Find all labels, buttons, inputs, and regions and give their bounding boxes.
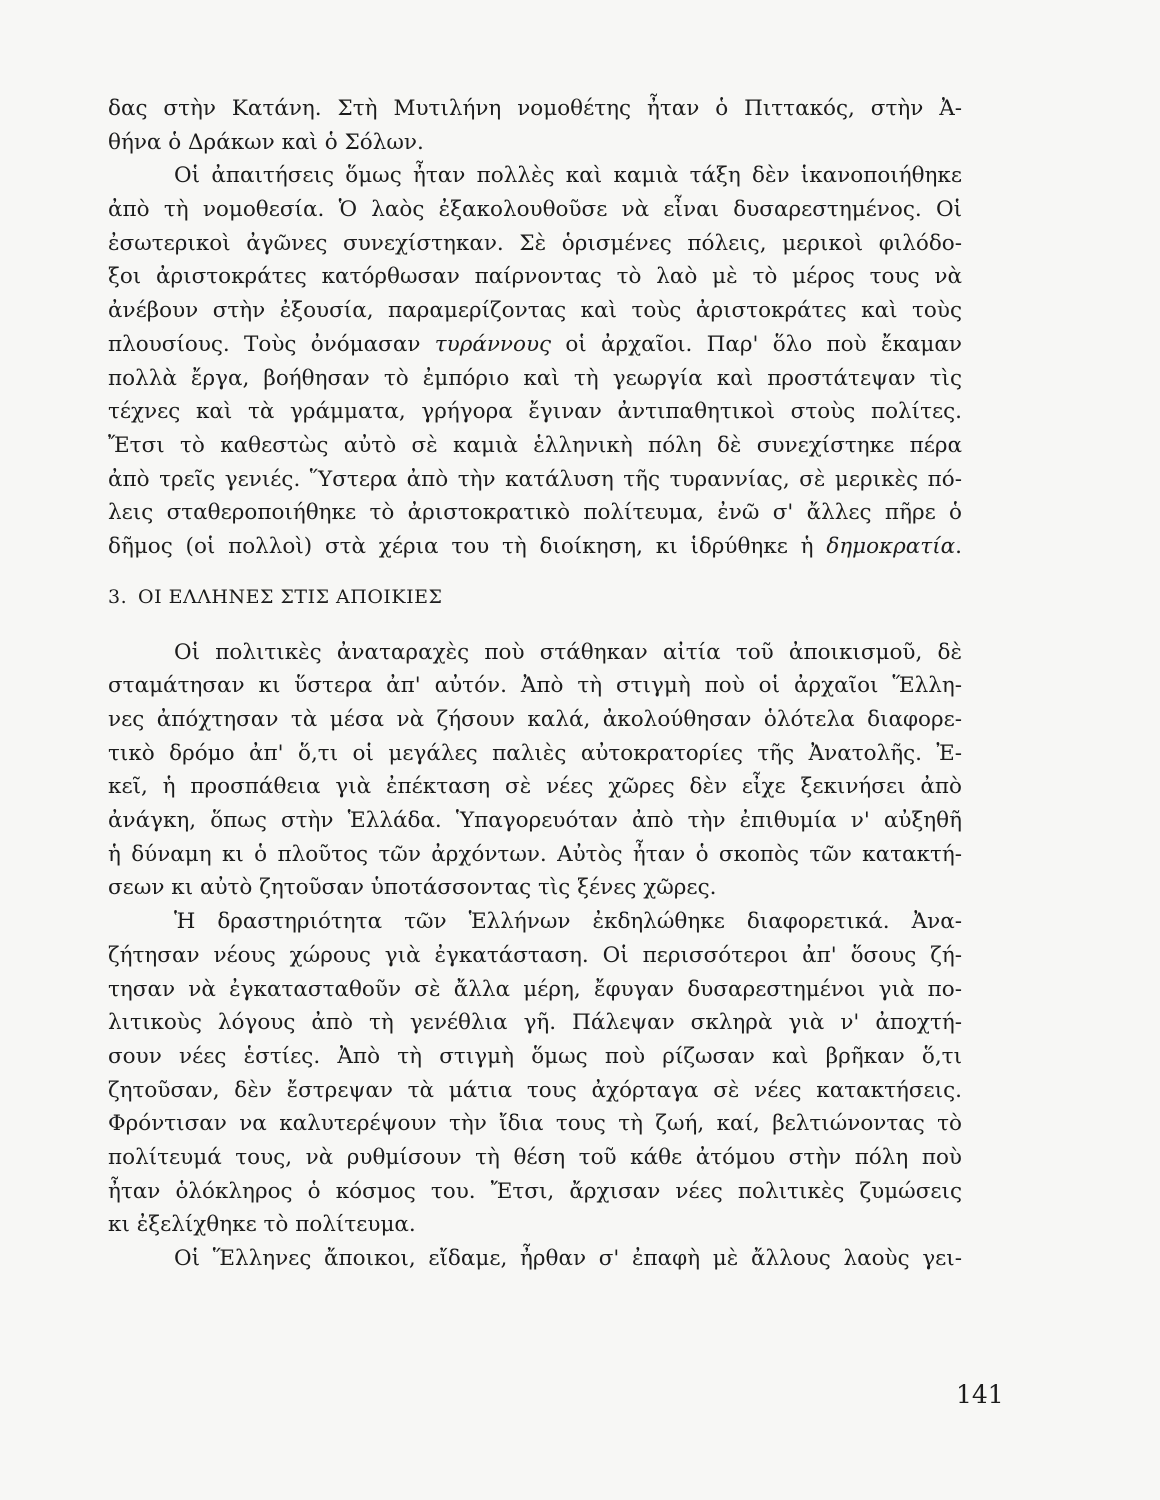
text-line: σταμάτησαν κι ὕστερα ἀπ' αὐτόν. Ἀπὸ τὴ στιγμὴ ποὺ οἱ ἀρχαῖοι Ἕλλη- [108,673,962,699]
text-line: Οἱ ἀπαιτήσεις ὅμως ἦταν πολλὲς καὶ καμιὰ τάξη δὲν ἱκανοποιήθηκε [174,163,962,189]
text-line: λεις σταθεροποιήθηκε τὸ ἀριστοκρατικὸ πολίτευμα, ἐνῶ σ' ἄλλες πῆρε ὁ [108,500,962,526]
text-line: ἀπὸ τὴ νομοθεσία. Ὁ λαὸς ἐξακολουθοῦσε νὰ εἶναι δυσαρεστημένος. Οἱ [108,197,962,223]
text-line: τικὸ δρόμο ἀπ' ὅ,τι οἱ μεγάλες παλιὲς αὐτοκρατορίες τῆς Ἀνατολῆς. Ἐ- [108,740,962,766]
paragraph [108,92,962,159]
paragraph [108,905,962,1242]
text-line: κεῖ, ἡ προσπάθεια γιὰ ἐπέκταση σὲ νέες χῶρες δὲν εἶχε ξεκινήσει ἀπὸ [108,774,962,800]
text-line: Ἡ δραστηριότητα τῶν Ἑλλήνων ἐκδηλώθηκε διαφορετικά. Ἀνα- [174,909,962,935]
text-line: πολλὰ ἔργα, βοήθησαν τὸ ἐμπόριο καὶ τὴ γεωργία καὶ προστάτεψαν τὶς [108,365,962,391]
text-line: νες ἀπόχτησαν τὰ μέσα νὰ ζήσουν καλά, ἀκολούθησαν ὁλότελα διαφορε- [108,707,962,732]
text-line: πλουσίους. Τοὺς ὀνόμασαν τυράννους οἱ ἀρχαῖοι. Παρ' ὅλο ποὺ ἔκαμαν [108,331,962,357]
paragraph [108,636,962,906]
page-body [108,92,962,1276]
text-line: Ἔτσι τὸ καθεστὼς αὐτὸ σὲ καμιὰ ἑλληνικὴ πόλη δὲ συνεχίστηκε πέρα [108,432,962,458]
text-line: ἡ δύναμη κι ὁ πλοῦτος τῶν ἀρχόντων. Αὐτὸς ἦταν ὁ σκοπὸς τῶν κατακτή- [108,841,962,867]
paragraph [108,1242,962,1276]
section-title: ΟΙ ΕΛΛΗΝΕΣ ΣΤΙΣ ΑΠΟΙΚΙΕΣ [138,585,443,608]
text-line: ζήτησαν νέους χώρους γιὰ ἐγκατάσταση. Οἱ περισσότεροι ἀπ' ὅσους ζή- [108,942,962,968]
text-line: θήνα ὁ Δράκων καὶ ὁ Σόλων. [108,129,424,155]
text-line: δας στὴν Κατάνη. Στὴ Μυτιλήνη νομοθέτης ἦταν ὁ Πιττακός, στὴν Ἀ- [108,96,962,121]
text-line: σεων κι αὐτὸ ζητοῦσαν ὑποτάσσοντας τὶς ξένες χῶρες. [108,875,717,901]
section-heading [108,582,962,612]
text-line: σουν νέες ἑστίες. Ἀπὸ τὴ στιγμὴ ὅμως ποὺ ρίζωσαν καὶ βρῆκαν ὅ,τι [108,1043,962,1069]
text-line: ἐσωτερικοὶ ἀγῶνες συνεχίστηκαν. Σὲ ὁρισμένες πόλεις, μερικοὶ φιλόδο- [108,230,962,256]
text-line: ξοι ἀριστοκράτες κατόρθωσαν παίρνοντας τὸ λαὸ μὲ τὸ μέρος τους νὰ [108,264,962,290]
text-line: Φρόντισαν να καλυτερέψουν τὴν ἴδια τους τὴ ζωή, καί, βελτιώνοντας τὸ [108,1111,962,1137]
text-line: ἀπὸ τρεῖς γενιές. Ὕστερα ἀπὸ τὴν κατάλυση τῆς τυραννίας, σὲ μερικὲς πό- [108,466,962,492]
text-line: ἀνέβουν στὴν ἐξουσία, παραμερίζοντας καὶ τοὺς ἀριστοκράτες καὶ τοὺς [108,298,962,324]
text-line: Οἱ πολιτικὲς ἀναταραχὲς ποὺ στάθηκαν αἰτία τοῦ ἀποικισμοῦ, δὲ [174,639,962,665]
text-line: ἀνάγκη, ὅπως στὴν Ἑλλάδα. Ὑπαγορευόταν ἀπὸ τὴν ἐπιθυμία ν' αὐξηθῆ [108,808,962,834]
section-number: 3. [108,585,128,608]
text-line: ζητοῦσαν, δὲν ἔστρεψαν τὰ μάτια τους ἀχόρταγα σὲ νέες κατακτήσεις. [108,1077,962,1103]
text-line: δῆμος (οἱ πολλοὶ) στὰ χέρια του τὴ διοίκηση, κι ἱδρύθηκε ἡ δημοκρατία. [108,533,962,559]
text-line: κι ἐξελίχθηκε τὸ πολίτευμα. [108,1212,416,1238]
text-line: τησαν νὰ ἐγκατασταθοῦν σὲ ἄλλα μέρη, ἔφυγαν δυσαρεστημένοι γιὰ πο- [108,976,962,1002]
paragraph [108,159,962,563]
text-line: λιτικοὺς λόγους ἀπὸ τὴ γενέθλια γῆ. Πάλεψαν σκληρὰ γιὰ ν' ἀποχτή- [108,1010,962,1036]
text-line: πολίτευμά τους, νὰ ρυθμίσουν τὴ θέση τοῦ κάθε ἀτόμου στὴν πόλη ποὺ [108,1144,962,1170]
text-line: Οἱ Ἕλληνες ἄποικοι, εἴδαμε, ἦρθαν σ' ἐπαφὴ μὲ ἄλλους λαοὺς γει- [174,1246,962,1271]
text-line: ἦταν ὁλόκληρος ὁ κόσμος του. Ἔτσι, ἄρχισαν νέες πολιτικὲς ζυμώσεις [108,1178,962,1204]
page-number: 141 [956,1380,1004,1409]
text-line: τέχνες καὶ τὰ γράμματα, γρήγορα ἔγιναν ἀντιπαθητικοὶ στοὺς πολίτες. [108,399,962,425]
